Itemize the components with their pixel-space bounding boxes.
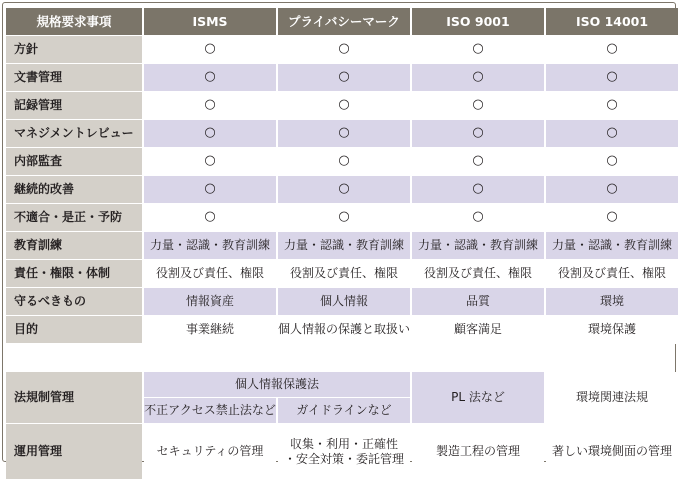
row-label-operation: 運用管理 [6, 424, 142, 480]
header-iso14001: ISO 14001 [546, 8, 678, 36]
training-cell: 力量・認識・教育訓練 [412, 232, 544, 260]
purpose-pmark: 個人情報の保護と取扱い [278, 316, 410, 344]
purpose-iso9001: 顧客満足 [412, 316, 544, 344]
header-requirements: 規格要求事項 [6, 8, 142, 36]
circle-mark: ○ [546, 120, 678, 148]
header-iso9001: ISO 9001 [412, 8, 544, 36]
circle-mark: ○ [546, 148, 678, 176]
circle-mark: ○ [144, 64, 276, 92]
operation-iso9001: 製造工程の管理 [412, 424, 544, 480]
circle-mark: ○ [144, 148, 276, 176]
circle-mark: ○ [278, 92, 410, 120]
protect-isms: 情報資産 [144, 288, 276, 316]
row-label: 継続的改善 [6, 176, 142, 204]
row-label: 方針 [6, 36, 142, 64]
circle-mark: ○ [278, 64, 410, 92]
protect-pmark: 個人情報 [278, 288, 410, 316]
row-label: 内部監査 [6, 148, 142, 176]
circle-mark: ○ [412, 148, 544, 176]
legal-iso14001: 環境関連法規 [546, 372, 678, 424]
operation-pmark-line1: 収集・利用・正確性 [289, 436, 398, 451]
circle-mark: ○ [412, 36, 544, 64]
operation-iso14001: 著しい環境側面の管理 [546, 424, 678, 480]
row-label: 記録管理 [6, 92, 142, 120]
circle-mark: ○ [546, 204, 678, 232]
row-label: 不適合・是正・予防 [6, 204, 142, 232]
purpose-iso14001: 環境保護 [546, 316, 678, 344]
protect-iso14001: 環境 [546, 288, 678, 316]
circle-mark: ○ [144, 92, 276, 120]
legal-pmark: ガイドラインなど [278, 398, 410, 424]
circle-mark: ○ [144, 36, 276, 64]
circle-mark: ○ [144, 204, 276, 232]
purpose-isms: 事業継続 [144, 316, 276, 344]
circle-mark: ○ [278, 120, 410, 148]
training-cell: 力量・認識・教育訓練 [278, 232, 410, 260]
header-isms: ISMS [144, 8, 276, 36]
comparison-table [6, 8, 678, 480]
circle-mark: ○ [412, 120, 544, 148]
legal-iso9001: PL 法など [412, 372, 544, 424]
operation-isms: セキュリティの管理 [144, 424, 276, 480]
training-cell: 力量・認識・教育訓練 [546, 232, 678, 260]
row-label: 文書管理 [6, 64, 142, 92]
operation-pmark [278, 424, 410, 480]
protect-iso9001: 品質 [412, 288, 544, 316]
responsibility-cell: 役割及び責任、権限 [412, 260, 544, 288]
training-cell: 力量・認識・教育訓練 [144, 232, 276, 260]
circle-mark: ○ [278, 148, 410, 176]
circle-mark: ○ [412, 64, 544, 92]
circle-mark: ○ [278, 204, 410, 232]
row-label-purpose: 目的 [6, 316, 142, 344]
circle-mark: ○ [546, 64, 678, 92]
circle-mark: ○ [412, 176, 544, 204]
operation-pmark-line2: ・安全対策・委託管理 [283, 451, 404, 466]
row-label-responsibility: 責任・権限・体制 [6, 260, 142, 288]
responsibility-cell: 役割及び責任、権限 [546, 260, 678, 288]
circle-mark: ○ [278, 176, 410, 204]
row-label-legal: 法規制管理 [6, 372, 142, 424]
responsibility-cell: 役割及び責任、権限 [278, 260, 410, 288]
circle-mark: ○ [412, 92, 544, 120]
circle-mark: ○ [144, 176, 276, 204]
header-privacy-mark: プライバシーマーク [278, 8, 410, 36]
responsibility-cell: 役割及び責任、権限 [144, 260, 276, 288]
circle-mark: ○ [412, 204, 544, 232]
circle-mark: ○ [144, 120, 276, 148]
circle-mark: ○ [546, 92, 678, 120]
row-label: マネジメントレビュー [6, 120, 142, 148]
legal-shared: 個人情報保護法 [144, 372, 410, 398]
legal-isms: 不正アクセス禁止法など [144, 398, 276, 424]
row-label-training: 教育訓練 [6, 232, 142, 260]
circle-mark: ○ [546, 176, 678, 204]
row-label-protect: 守るべきもの [6, 288, 142, 316]
circle-mark: ○ [546, 36, 678, 64]
circle-mark: ○ [278, 36, 410, 64]
